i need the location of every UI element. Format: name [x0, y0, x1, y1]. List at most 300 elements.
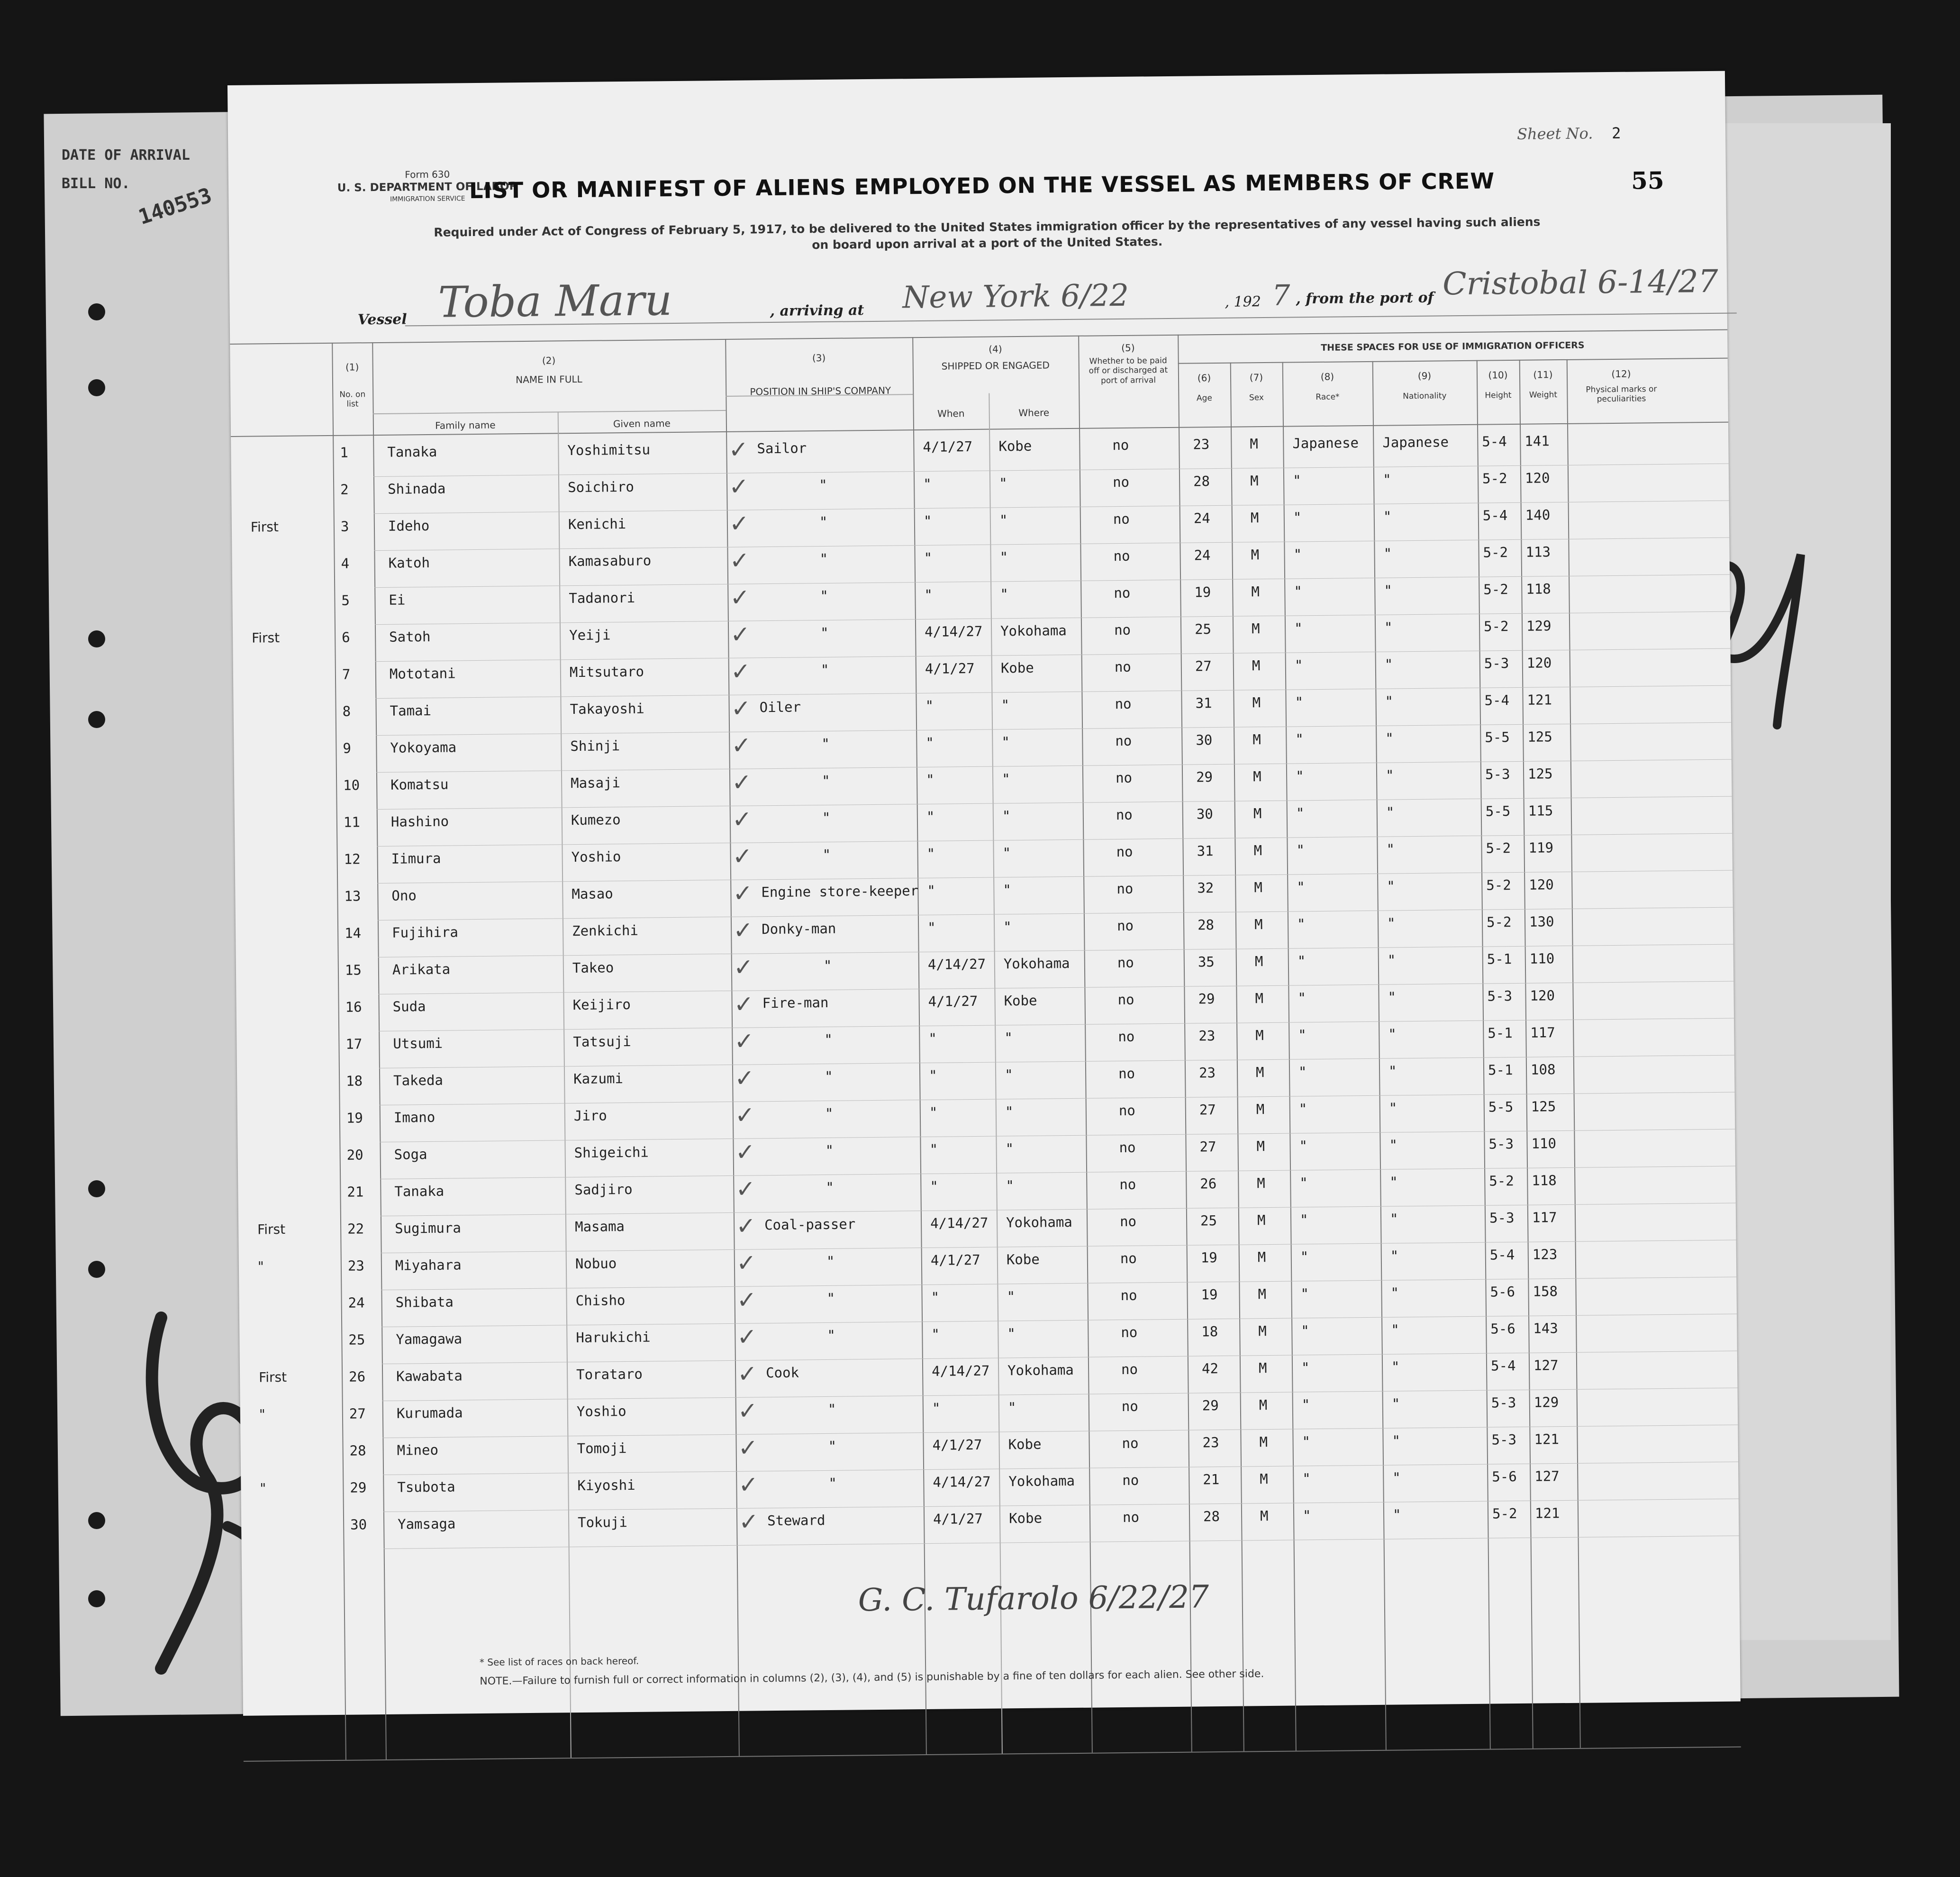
- shipped-where: Yokohama: [1006, 1213, 1072, 1231]
- given-name: Shinji: [570, 738, 620, 755]
- position: ": [819, 513, 828, 530]
- age: 18: [1201, 1323, 1218, 1340]
- shipped-when: ": [925, 697, 934, 714]
- nationality: ": [1386, 804, 1395, 820]
- age: 35: [1198, 954, 1215, 970]
- family-name: Shinada: [388, 480, 446, 497]
- check-mark-icon: ✓: [735, 1175, 756, 1203]
- col8-label: Race*: [1316, 392, 1340, 402]
- given-name: Tokuji: [577, 1514, 628, 1531]
- paid-off: no: [1114, 658, 1131, 675]
- row-number: 28: [349, 1442, 366, 1459]
- given-name: Harukichi: [576, 1329, 651, 1346]
- row-note: First: [259, 1369, 287, 1385]
- row-number: 2: [340, 481, 349, 498]
- shipped-when: 4/14/27: [927, 956, 986, 973]
- shipped-when: 4/1/27: [933, 1510, 983, 1527]
- punch-hole: [88, 1180, 105, 1197]
- check-mark-icon: ✓: [728, 473, 749, 501]
- sex: M: [1258, 1286, 1267, 1303]
- height: 5-2: [1483, 544, 1508, 561]
- age: 27: [1195, 658, 1212, 674]
- sex: M: [1250, 510, 1259, 526]
- position: ": [825, 1105, 834, 1121]
- check-mark-icon: ✓: [733, 916, 753, 944]
- weight: 110: [1531, 1135, 1557, 1152]
- race: ": [1294, 657, 1303, 674]
- weight: 117: [1532, 1209, 1557, 1226]
- shipped-when: ": [926, 771, 935, 788]
- position: ": [825, 1142, 834, 1158]
- sex: M: [1254, 953, 1263, 970]
- family-name: Tanaka: [387, 443, 437, 460]
- family-name: Miyahara: [395, 1257, 462, 1274]
- check-mark-icon: ✓: [737, 1397, 758, 1425]
- age: 24: [1193, 510, 1210, 527]
- nationality: ": [1382, 471, 1391, 488]
- family-name: Kurumada: [396, 1404, 463, 1421]
- shipped-when: ": [932, 1400, 941, 1416]
- height: 5-5: [1485, 803, 1511, 820]
- paid-off: no: [1122, 1472, 1139, 1489]
- shipped-where: ": [998, 475, 1007, 492]
- shipped-where: ": [1004, 1066, 1013, 1083]
- weight: 141: [1524, 433, 1550, 449]
- given-name: Mitsutaro: [569, 663, 644, 681]
- from-port: Cristobal 6-14/27: [1442, 263, 1718, 302]
- arriving-port: New York 6/22: [902, 278, 1129, 316]
- manifest-page: [227, 71, 1741, 1716]
- shipped-when: 4/1/27: [925, 660, 975, 677]
- position: ": [820, 661, 829, 678]
- paid-off: no: [1121, 1398, 1138, 1415]
- race: ": [1298, 1027, 1307, 1043]
- sex: M: [1252, 694, 1261, 711]
- check-mark-icon: ✓: [730, 583, 750, 611]
- punch-hole: [88, 1512, 105, 1529]
- position: ": [820, 624, 829, 641]
- arriving-label: , arriving at: [770, 302, 864, 320]
- shipped-when: ": [929, 1104, 938, 1121]
- paid-off: no: [1116, 806, 1133, 823]
- row-number: 13: [344, 888, 361, 904]
- subtitle-line-2: on board upon arrival at a port of the United States.: [812, 235, 1163, 252]
- paid-off: no: [1114, 621, 1131, 638]
- height: 5-2: [1483, 581, 1508, 598]
- given-name: Tadanori: [569, 589, 635, 607]
- row-note: First: [257, 1221, 286, 1238]
- sex: M: [1255, 990, 1264, 1007]
- shipped-when: 4/14/27: [924, 623, 983, 640]
- race: ": [1298, 1101, 1307, 1117]
- col4-when-label: When: [937, 408, 965, 419]
- check-mark-icon: ✓: [738, 1508, 759, 1536]
- weight: 120: [1526, 655, 1552, 671]
- height: 5-6: [1492, 1468, 1517, 1485]
- given-name: Masama: [574, 1218, 625, 1235]
- position: ": [828, 1438, 837, 1454]
- department-label: U. S. DEPARTMENT OF LABOR: [337, 180, 518, 194]
- height: 5-1: [1488, 1025, 1513, 1041]
- weight: 118: [1532, 1172, 1557, 1189]
- shipped-where: ": [1001, 734, 1010, 750]
- nationality: ": [1390, 1248, 1399, 1264]
- position: ": [827, 1401, 836, 1417]
- shipped-where: ": [1006, 1177, 1014, 1194]
- age: 19: [1194, 584, 1211, 601]
- age: 30: [1196, 806, 1213, 822]
- sheet-number: 2: [1611, 124, 1621, 142]
- height: 5-3: [1487, 988, 1513, 1004]
- given-name: Kenichi: [568, 515, 626, 533]
- family-name: Tanaka: [394, 1183, 445, 1200]
- age: 23: [1202, 1434, 1219, 1451]
- sex: M: [1255, 1027, 1264, 1044]
- family-name: Ei: [389, 592, 406, 608]
- weight: 127: [1533, 1357, 1559, 1374]
- shipped-where: Kobe: [998, 437, 1032, 455]
- nationality: ": [1391, 1358, 1400, 1375]
- check-mark-icon: ✓: [728, 436, 749, 464]
- family-name: Soga: [394, 1146, 427, 1163]
- nationality: ": [1385, 767, 1394, 784]
- col8-number: (8): [1320, 371, 1334, 383]
- shipped-when: ": [931, 1326, 940, 1342]
- age: 19: [1200, 1249, 1217, 1266]
- nationality: ": [1388, 1063, 1397, 1079]
- age: 24: [1194, 547, 1211, 564]
- col6-label: Age: [1196, 393, 1212, 403]
- family-name: Imano: [393, 1109, 436, 1126]
- race: ": [1302, 1433, 1311, 1450]
- position: ": [822, 846, 831, 863]
- race: ": [1301, 1396, 1310, 1413]
- age: 23: [1198, 1065, 1216, 1081]
- row-rule: [384, 1536, 1739, 1549]
- height: 5-5: [1485, 729, 1510, 746]
- shipped-where: ": [1005, 1103, 1014, 1120]
- col1-label: No. on list: [339, 390, 366, 410]
- shipped-when: ": [928, 1030, 937, 1047]
- sex: M: [1251, 620, 1260, 637]
- height: 5-1: [1487, 951, 1512, 967]
- weight: 143: [1533, 1320, 1558, 1337]
- row-note: First: [250, 519, 279, 535]
- sex: M: [1260, 1471, 1268, 1487]
- race: ": [1293, 546, 1302, 563]
- race: Japanese: [1292, 435, 1359, 452]
- sex: M: [1250, 436, 1258, 452]
- col6-number: (6): [1197, 372, 1211, 384]
- nationality: ": [1385, 693, 1394, 710]
- position: ": [824, 1068, 833, 1084]
- family-name: Yokoyama: [390, 739, 457, 756]
- row-number: 23: [347, 1257, 365, 1274]
- age: 27: [1199, 1102, 1216, 1118]
- race: ": [1299, 1212, 1308, 1228]
- shipped-when: ": [931, 1289, 940, 1305]
- shipped-where: Yokohama: [1008, 1472, 1075, 1490]
- nationality: ": [1390, 1285, 1399, 1301]
- row-number: 8: [342, 703, 351, 720]
- shipped-where: Yokohama: [1000, 622, 1067, 639]
- row-number: 5: [341, 592, 350, 609]
- row-number: 20: [346, 1147, 363, 1163]
- check-mark-icon: ✓: [730, 620, 751, 648]
- given-name: Chisho: [575, 1292, 626, 1309]
- family-name: Kawabata: [396, 1367, 463, 1385]
- row-number: 6: [342, 629, 350, 646]
- height: 5-4: [1482, 433, 1507, 450]
- race: ": [1298, 990, 1307, 1006]
- shipped-when: ": [930, 1178, 938, 1194]
- nationality: ": [1392, 1506, 1401, 1523]
- paid-off: no: [1118, 1102, 1135, 1119]
- page-title: LIST OR MANIFEST OF ALIENS EMPLOYED ON THE VESSEL AS MEMBERS OF CREW: [469, 168, 1495, 204]
- row-number: 25: [348, 1331, 365, 1348]
- race: ": [1295, 694, 1304, 711]
- paid-off: no: [1122, 1509, 1140, 1526]
- sex: M: [1253, 805, 1262, 822]
- punch-hole: [88, 1261, 105, 1278]
- paid-off: no: [1122, 1435, 1139, 1452]
- row-number: 9: [343, 740, 352, 756]
- check-mark-icon: ✓: [734, 1064, 755, 1092]
- shipped-where: ": [1002, 845, 1011, 861]
- weight: 129: [1534, 1394, 1559, 1411]
- shipped-where: ": [1007, 1399, 1016, 1416]
- weight: 119: [1528, 839, 1554, 856]
- position: ": [821, 772, 830, 789]
- shipped-when: ": [923, 512, 932, 529]
- paid-off: no: [1115, 732, 1132, 749]
- race: ": [1295, 731, 1304, 747]
- check-mark-icon: ✓: [735, 1138, 755, 1166]
- nationality: ": [1383, 545, 1392, 562]
- shipped-where: ": [1001, 771, 1010, 787]
- check-mark-icon: ✓: [735, 1101, 755, 1129]
- race: ": [1297, 879, 1305, 895]
- sheet-label: Sheet No.: [1516, 124, 1593, 143]
- paid-off: no: [1120, 1287, 1137, 1304]
- height: 5-2: [1482, 470, 1507, 487]
- sex: M: [1252, 768, 1261, 785]
- nationality: ": [1389, 1137, 1398, 1153]
- col7-number: (7): [1249, 372, 1263, 383]
- sex: M: [1252, 657, 1261, 674]
- shipped-where: Kobe: [1006, 1251, 1040, 1268]
- nationality: ": [1392, 1432, 1401, 1449]
- sex: M: [1253, 842, 1262, 859]
- age: 29: [1198, 991, 1215, 1007]
- given-name: Takayoshi: [570, 700, 644, 718]
- family-name: Mineo: [397, 1441, 439, 1458]
- given-name: Soichiro: [568, 478, 635, 496]
- sex: M: [1256, 1101, 1265, 1118]
- nationality: ": [1384, 582, 1392, 599]
- shipped-where: Yokohama: [1003, 955, 1070, 972]
- paid-off: no: [1120, 1250, 1137, 1267]
- position: ": [826, 1253, 835, 1269]
- weight: 108: [1530, 1061, 1556, 1078]
- page-number: 55: [1631, 166, 1664, 195]
- race: ": [1300, 1248, 1309, 1265]
- weight: 140: [1525, 507, 1551, 523]
- height: 5-2: [1489, 1173, 1514, 1189]
- row-note: ": [257, 1258, 264, 1275]
- col2-number: (2): [542, 355, 556, 366]
- shipped-where: Yokohama: [1007, 1361, 1074, 1379]
- family-name: Komatsu: [390, 776, 449, 793]
- age: 30: [1196, 732, 1213, 748]
- shipped-where: ": [1004, 1030, 1013, 1046]
- weight: 118: [1526, 581, 1551, 597]
- check-mark-icon: ✓: [735, 1212, 756, 1240]
- position: ": [824, 1031, 833, 1048]
- col4-where-label: Where: [1018, 407, 1050, 419]
- family-name: Takeda: [393, 1072, 444, 1089]
- position: Sailor: [757, 440, 807, 457]
- weight: 113: [1525, 544, 1551, 560]
- paid-off: no: [1116, 917, 1134, 934]
- sex: M: [1259, 1397, 1268, 1413]
- shipped-when: 4/14/27: [931, 1362, 990, 1379]
- shipped-where: ": [1005, 1140, 1014, 1157]
- shipped-where: Kobe: [1000, 659, 1034, 676]
- given-name: Yoshio: [571, 848, 621, 866]
- row-number: 19: [346, 1110, 363, 1126]
- nationality: ": [1384, 656, 1393, 673]
- row-number: 16: [345, 999, 362, 1015]
- race: ": [1302, 1470, 1311, 1487]
- paid-off: no: [1112, 474, 1130, 491]
- check-mark-icon: ✓: [731, 694, 751, 722]
- height: 5-6: [1490, 1284, 1515, 1300]
- punch-hole: [88, 303, 105, 320]
- family-name: Katoh: [388, 554, 430, 571]
- nationality: ": [1388, 989, 1397, 1005]
- col10-number: (10): [1488, 369, 1508, 381]
- nationality: ": [1391, 1321, 1399, 1338]
- height: 5-6: [1490, 1321, 1515, 1337]
- sex: M: [1256, 1138, 1265, 1155]
- race: ": [1298, 1064, 1307, 1080]
- service-label: IMMIGRATION SERVICE: [390, 195, 465, 203]
- height: 5-2: [1486, 914, 1512, 930]
- position: ": [828, 1475, 837, 1491]
- given-name: Torataro: [576, 1366, 643, 1383]
- punch-hole: [88, 379, 105, 396]
- col9-number: (9): [1417, 370, 1432, 382]
- height: 5-3: [1491, 1431, 1517, 1448]
- manifest-table: [230, 329, 1740, 1671]
- given-name: Kamasaburo: [568, 552, 652, 570]
- nationality: ": [1387, 915, 1396, 931]
- col3-number: (3): [812, 352, 826, 364]
- paid-off: no: [1115, 769, 1133, 786]
- col9-label: Nationality: [1403, 391, 1447, 401]
- col7-label: Sex: [1249, 393, 1264, 403]
- col12-label: Physical marks or peculiarities: [1586, 384, 1657, 404]
- given-name: Sadjiro: [574, 1181, 633, 1198]
- shipped-when: ": [926, 734, 935, 751]
- height: 5-4: [1489, 1247, 1515, 1263]
- shipped-when: 4/1/27: [923, 438, 973, 455]
- row-note: ": [260, 1480, 266, 1496]
- officers-divider: [1178, 358, 1728, 364]
- punch-hole: [88, 711, 105, 728]
- weight: 120: [1529, 876, 1554, 893]
- paid-off: no: [1121, 1361, 1138, 1378]
- check-mark-icon: ✓: [736, 1286, 757, 1314]
- shipped-when: 4/1/27: [928, 993, 978, 1010]
- shipped-where: Kobe: [1004, 992, 1037, 1009]
- shipped-where: ": [1003, 919, 1012, 935]
- check-mark-icon: ✓: [734, 990, 754, 1018]
- race: ": [1297, 953, 1306, 969]
- nationality: ": [1385, 730, 1394, 747]
- nationality: ": [1387, 952, 1396, 968]
- race: ": [1296, 805, 1305, 821]
- given-name: Shigeichi: [574, 1144, 649, 1161]
- weight: 158: [1533, 1283, 1558, 1300]
- position: ": [827, 1327, 836, 1343]
- race: ": [1294, 620, 1303, 637]
- paid-off: no: [1117, 954, 1134, 971]
- paid-off: no: [1115, 695, 1132, 712]
- given-name: Kazumi: [573, 1070, 624, 1087]
- col2-family-label: Family name: [435, 419, 496, 431]
- position: ": [821, 735, 830, 752]
- position: Donky-man: [761, 920, 836, 938]
- given-name: Keijiro: [572, 996, 631, 1013]
- paid-off: no: [1119, 1213, 1137, 1230]
- race: ": [1292, 472, 1301, 489]
- check-mark-icon: ✓: [729, 547, 750, 574]
- sex: M: [1257, 1212, 1266, 1229]
- weight: 120: [1530, 987, 1555, 1004]
- sex: M: [1251, 583, 1260, 600]
- age: 25: [1194, 621, 1212, 638]
- paid-off: no: [1117, 991, 1134, 1008]
- check-mark-icon: ✓: [737, 1360, 758, 1388]
- race: ": [1299, 1138, 1308, 1154]
- age: 29: [1202, 1397, 1219, 1414]
- officers-label: THESE SPACES FOR USE OF IMMIGRATION OFFICERS: [1321, 340, 1585, 353]
- position: ": [823, 957, 832, 974]
- paid-off: no: [1118, 1065, 1135, 1082]
- weight: 117: [1530, 1024, 1555, 1041]
- row-number: 22: [347, 1221, 364, 1237]
- row-number: 18: [346, 1073, 363, 1089]
- age: 28: [1193, 473, 1210, 490]
- paid-off: no: [1118, 1028, 1135, 1045]
- nationality: ": [1386, 841, 1395, 857]
- nationality: ": [1387, 878, 1395, 894]
- family-name: Fujihira: [392, 924, 459, 941]
- nationality: ": [1389, 1211, 1398, 1227]
- age: 28: [1197, 917, 1215, 933]
- row-number: 15: [345, 962, 362, 978]
- shipped-when: ": [928, 1067, 937, 1084]
- age: 25: [1200, 1212, 1217, 1229]
- row-number: 14: [345, 925, 362, 941]
- vessel-name: Toba Maru: [437, 275, 672, 328]
- position: Coal-passer: [764, 1216, 856, 1233]
- race: ": [1300, 1285, 1309, 1302]
- race: ": [1297, 916, 1306, 932]
- family-name: Tsubota: [397, 1478, 455, 1495]
